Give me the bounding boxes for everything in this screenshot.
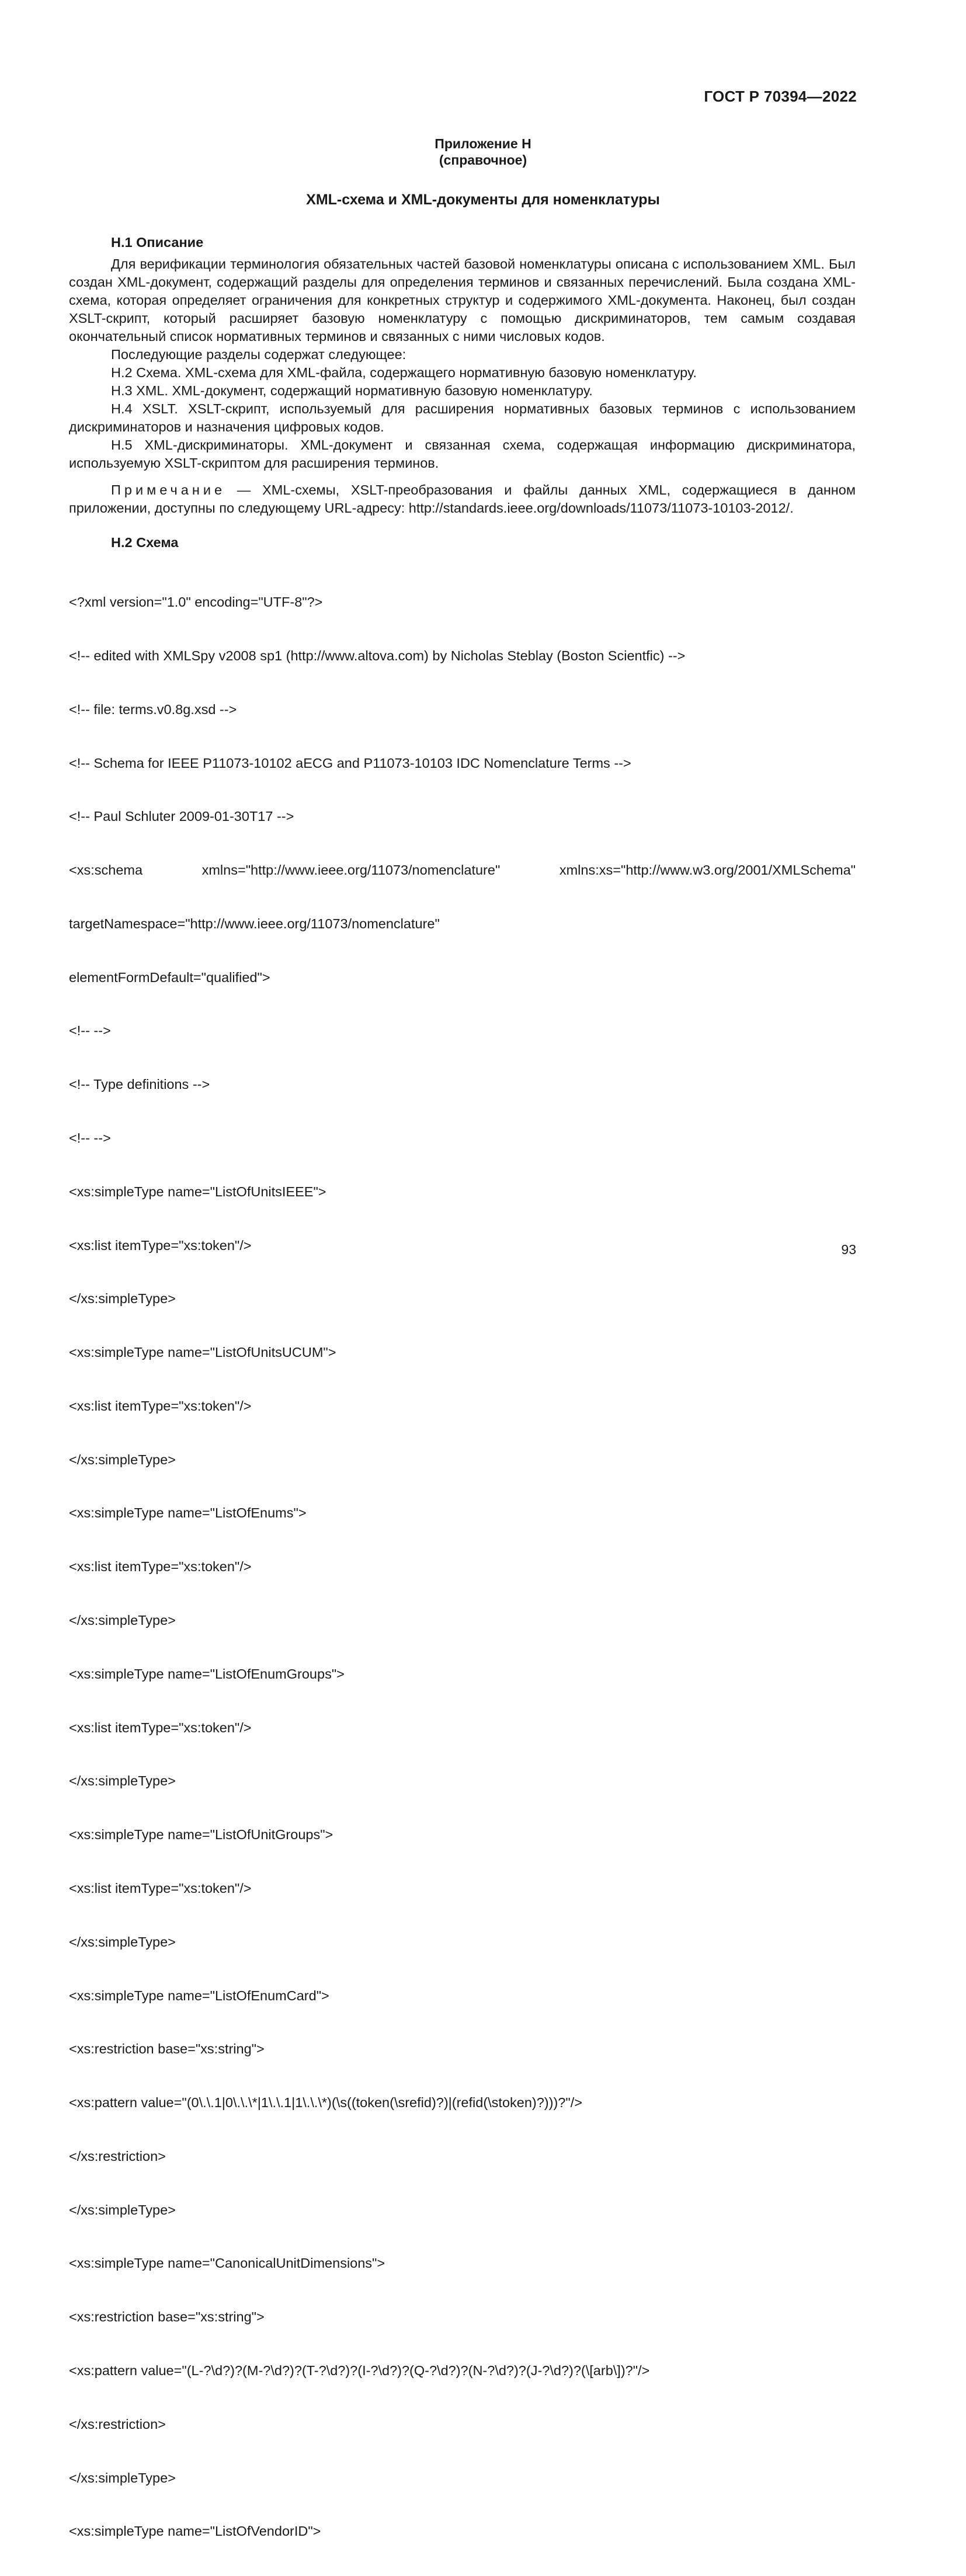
annex-type: (справочное) — [439, 152, 527, 168]
code-line: <xs:list itemType="xs:token"/> — [69, 1237, 252, 1253]
code-line: <xs:list itemType="xs:token"/> — [69, 1880, 252, 1896]
section-description — [69, 234, 856, 552]
code-line: <!-- --> — [69, 1023, 111, 1039]
code-line: <xs:simpleType name="ListOfEnumGroups"> — [69, 1666, 345, 1682]
list-item: Н.2 Схема. XML-схема для XML-файла, содержащего нормативную базовую номенклатуру. — [111, 365, 697, 380]
code-line: </xs:simpleType> — [69, 1451, 176, 1467]
section-heading: Н.1 Описание — [111, 235, 204, 250]
section-heading: Н.2 Схема — [111, 535, 179, 550]
code-line: <xs:pattern value="(0\.\.1|0\.\.\*|1\.\.1|1\.\.\*)(\s((token(\srefid)?)|(refid(\stoken)?)))?"/> — [69, 2095, 582, 2111]
note-text: — XML-схемы, XSLT-преобразования и файлы данных XML, содержащиеся в данном приложении, доступны по следующему URL-адресу: http://standards.ieee.org/downloads/11073/11073-10103-2012/. — [69, 482, 856, 516]
code-line: <xs:simpleType name="ListOfUnitGroups"> — [69, 1827, 333, 1843]
code-line: <xs:restriction base="xs:string"> — [69, 2041, 265, 2057]
code-line: </xs:simpleType> — [69, 2202, 176, 2218]
code-line: </xs:restriction> — [69, 2416, 166, 2432]
code-line: <xs:list itemType="xs:token"/> — [69, 1398, 252, 1414]
code-line: elementFormDefault="qualified"> — [69, 969, 270, 985]
code-token: xmlns="http://www.ieee.org/11073/nomenclature" — [201, 862, 501, 878]
annex-heading — [0, 135, 966, 168]
list-item: Н.5 XML-дискриминаторы. XML-документ и связанная схема, содержащая информацию дискриминатора, используемую XSLT-скриптом для расширения терминов. — [69, 437, 856, 471]
code-line: <xs:simpleType name="ListOfVendorID"> — [69, 2523, 321, 2539]
annex-title: XML-схема и XML-документы для номенклатуры — [306, 192, 660, 208]
page-number: 93 — [841, 1242, 856, 1257]
document-id: ГОСТ Р 70394—2022 — [704, 88, 857, 105]
code-line: </xs:restriction> — [69, 2148, 166, 2164]
code-line: <!-- Schema for IEEE P11073-10102 aECG and P11073-10103 IDC Nomenclature Terms --> — [69, 755, 631, 771]
note-label: Примечание — [111, 482, 226, 497]
note — [69, 481, 856, 517]
code-line: </xs:simpleType> — [69, 1291, 176, 1307]
code-token: <xs:schema — [69, 862, 143, 878]
code-line: </xs:simpleType> — [69, 2470, 176, 2486]
code-line: <!-- Type definitions --> — [69, 1077, 210, 1092]
code-line: <xs:simpleType name="ListOfUnitsIEEE"> — [69, 1183, 326, 1199]
code-line: <!-- Paul Schluter 2009-01-30T17 --> — [69, 809, 294, 824]
code-line: <!-- edited with XMLSpy v2008 sp1 (http://www.altova.com) by Nicholas Steblay (Boston Scientfic) --> — [69, 648, 686, 663]
code-line: <xs:simpleType name="ListOfUnitsUCUM"> — [69, 1345, 336, 1360]
annex-label: Приложение Н — [435, 136, 531, 151]
code-line: </xs:simpleType> — [69, 1613, 176, 1628]
code-line: <xs:simpleType name="ListOfEnums"> — [69, 1505, 307, 1521]
code-line: <xs:simpleType name="CanonicalUnitDimensions"> — [69, 2255, 385, 2271]
code-line: <xs:list itemType="xs:token"/> — [69, 1559, 252, 1575]
code-line — [69, 861, 856, 879]
code-line: <!-- file: terms.v0.8g.xsd --> — [69, 701, 237, 717]
code-line: targetNamespace="http://www.ieee.org/11073/nomenclature" — [69, 915, 440, 931]
xml-schema-code — [69, 558, 856, 2576]
code-line: </xs:simpleType> — [69, 1934, 176, 1950]
code-line: <xs:simpleType name="ListOfEnumCard"> — [69, 1987, 329, 2003]
code-token: xmlns:xs="http://www.w3.org/2001/XMLSchema" — [559, 862, 856, 878]
code-line: <!-- --> — [69, 1130, 111, 1146]
code-line: <?xml version="1.0" encoding="UTF-8"?> — [69, 594, 323, 610]
code-line: <xs:pattern value="(L-?\d?)?(M-?\d?)?(T-?\d?)?(I-?\d?)?(Q-?\d?)?(N-?\d?)?(J-?\d?)?(\[arb\])?"/> — [69, 2362, 650, 2378]
code-line: </xs:simpleType> — [69, 1773, 176, 1789]
paragraph: Последующие разделы содержат следующее: — [111, 347, 406, 362]
code-line: <xs:list itemType="xs:token"/> — [69, 1719, 252, 1735]
paragraph: Для верификации терминология обязательных частей базовой номенклатуры описана с использованием XML. Был создан XML-документ, содержащий разделы для определения терминов и связанных перечислений. Была создана XML-схема, которая определяет ограничения для конкретных структур и содержимого XML-документа. Наконец, был создан XSLT-скрипт, который расширяет базовую номенклатуру с помощью дискриминаторов, тем самым создавая окончательный список нормативных терминов и связанных с ними числовых кодов. — [69, 256, 856, 344]
list-item: Н.3 XML. XML-документ, содержащий нормативную базовую номенклатуру. — [111, 383, 593, 398]
list-item: Н.4 XSLT. XSLT-скрипт, используемый для расширения нормативных базовых терминов с использованием дискриминаторов и назначения цифровых кодов. — [69, 401, 856, 434]
code-line: <xs:restriction base="xs:string"> — [69, 2309, 265, 2325]
